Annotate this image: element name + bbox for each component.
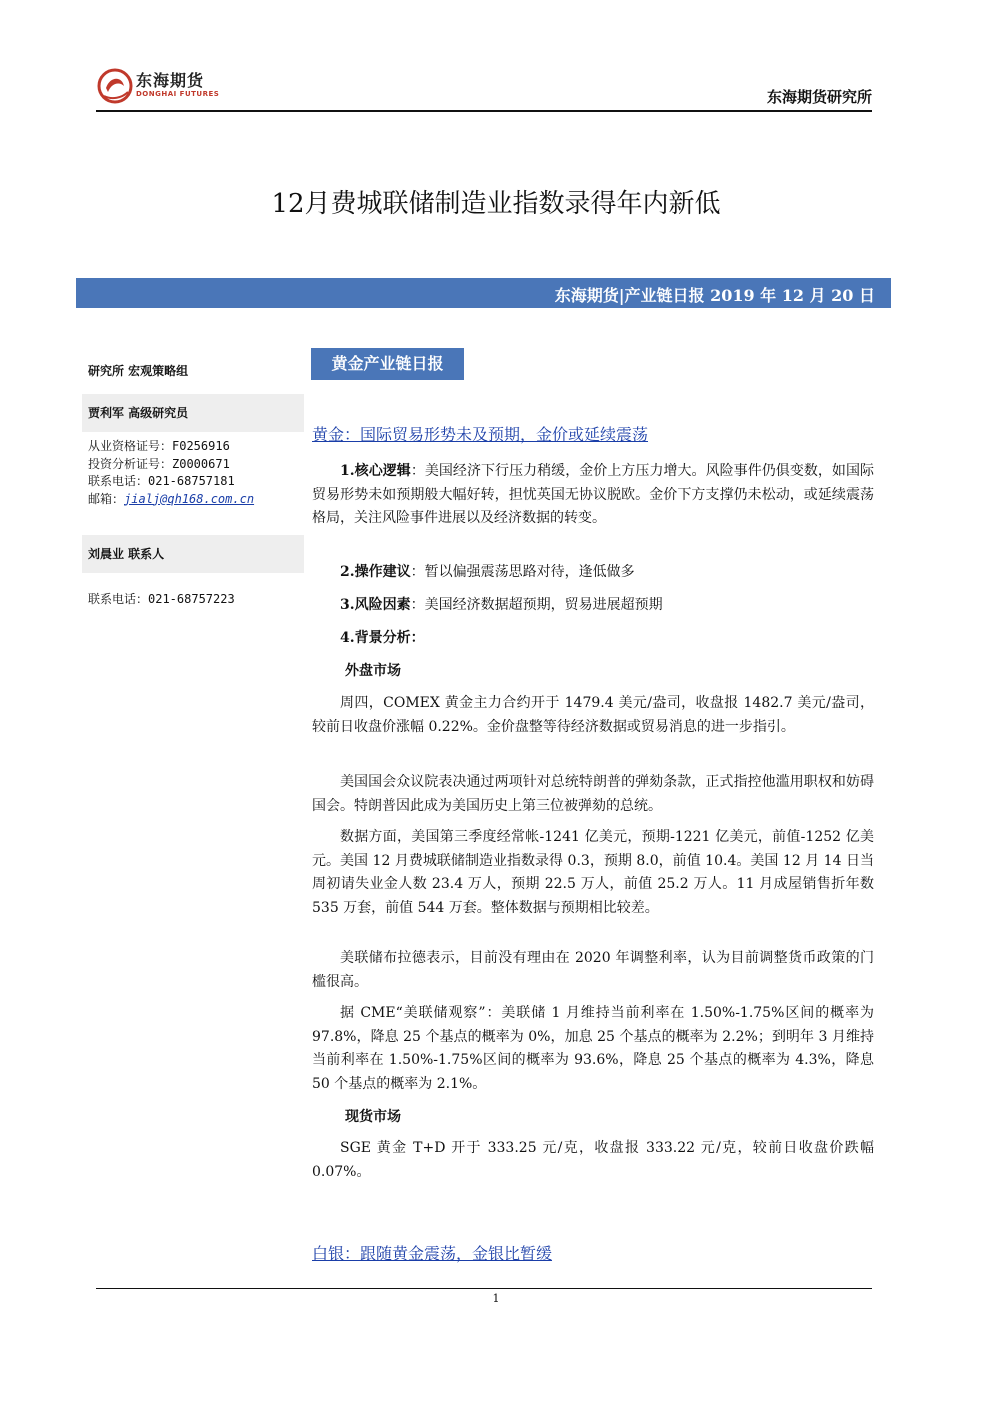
- sidebar-analyst-name: 贾利军 高级研究员: [82, 394, 304, 432]
- core-logic-text: ：美国经济下行压力稍缓，金价上方压力增大。风险事件仍俱变数，如国际贸易形势未如预期般大幅好转，担忧英国无协议脱欧。金价下方支撑仍未松动，或延续震荡格局，关注风险事件进展以及经济数据的转变。: [312, 463, 874, 526]
- logo-text-en: DONGHAI FUTURES: [136, 90, 220, 98]
- gold-background-analysis: [312, 627, 874, 651]
- spot-market-heading: 现货市场: [345, 1109, 401, 1125]
- sidebar-department: 研究所 宏观策略组: [88, 364, 189, 378]
- report-banner-text: 东海期货|产业链日报 2019 年 12 月 20 日: [554, 286, 875, 305]
- analyst-qualification: 从业资格证号：F0256916: [88, 439, 230, 453]
- report-banner: [76, 278, 891, 308]
- logo-text-cn: 东海期货: [136, 71, 205, 90]
- gold-core-logic: [312, 460, 874, 531]
- gold-risk-factors: [312, 594, 874, 618]
- footer-divider: [96, 1288, 872, 1289]
- analyst-invest-id: 投资分析证号：Z0000671: [88, 456, 230, 471]
- operation-advice-text: ：暂以偏强震荡思路对待，逢低做多: [410, 564, 635, 580]
- logo-emblem-icon: [96, 66, 134, 106]
- analyst-email-link[interactable]: jialj@qh168.com.cn: [124, 491, 255, 506]
- outer-market-para-1: 周四，COMEX 黄金主力合约开于 1479.4 美元/盎司，收盘报 1482.7 美元/盎司，较前日收盘价涨幅 0.22%。金价盘整等待经济数据或贸易消息的进一步指引。: [312, 695, 874, 735]
- analyst-email-label: 邮箱：: [88, 491, 125, 506]
- sidebar-contact-name: 刘晨业 联系人: [82, 535, 304, 573]
- gold-operation-advice: [312, 561, 874, 585]
- page-number: 1: [492, 1292, 500, 1305]
- analyst-phone: 联系电话：021-68757181: [88, 474, 235, 488]
- company-logo: [96, 66, 236, 106]
- header-divider: [96, 110, 872, 112]
- sidebar-analyst-info: [82, 438, 304, 508]
- outer-market-heading: 外盘市场: [345, 663, 401, 679]
- gold-section-title[interactable]: 黄金：国际贸易形势未及预期，金价或延续震荡: [312, 425, 649, 444]
- header-org-name: 东海期货研究所: [766, 88, 872, 106]
- operation-advice-label: 2.操作建议: [340, 564, 411, 580]
- outer-market-para-5: 据 CME“美联储观察”：美联储 1 月维持当前利率在 1.50%-1.75%区间的概率为 97.8%，降息 25 个基点的概率为 0%，加息 25 个基点的概率为 2.2%；到明年 3 月维持当前利率在 1.50%-1.75%区间的概率为 93.6%，降息 25 个基点的概率为 4.3%，降息 50 个基点的概率为 2.1%。: [312, 1005, 874, 1092]
- outer-market-para-2: 美国国会众议院表决通过两项针对总统特朗普的弹劾条款，正式指控他滥用职权和妨碍国会。特朗普因此成为美国历史上第三位被弹劾的总统。: [312, 774, 874, 814]
- spot-market-para-1: SGE 黄金 T+D 开于 333.25 元/克，收盘报 333.22 元/克，较前日收盘价跌幅 0.07%。: [312, 1140, 874, 1180]
- outer-market-para-3: 数据方面，美国第三季度经常帐-1241 亿美元，预期-1221 亿美元，前值-1252 亿美元。美国 12 月费城联储制造业指数录得 0.3，预期 8.0，前值 10.4。美国 12 月 14 日当周初请失业金人数 23.4 万人，预期 22.5 万人，前值 25.2 万人。11 月成屋销售折年数 535 万套，前值 544 万套。整体数据与预期相比较差。: [312, 829, 874, 916]
- core-logic-label: 1.核心逻辑: [340, 463, 411, 479]
- outer-market-para-4: 美联储布拉德表示，目前没有理由在 2020 年调整利率，认为目前调整货币政策的门槛很高。: [312, 950, 874, 990]
- background-analysis-label: 4.背景分析：: [340, 630, 425, 646]
- risk-factors-text: ：美国经济数据超预期，贸易进展超预期: [410, 597, 663, 613]
- document-title: 12月费城联储制造业指数录得年内新低: [271, 189, 721, 219]
- silver-section-title[interactable]: 白银：跟随黄金震荡，金银比暂缓: [312, 1244, 553, 1263]
- risk-factors-label: 3.风险因素: [340, 597, 411, 613]
- section-tag: 黄金产业链日报: [311, 348, 464, 380]
- analyst-email-row: [88, 491, 304, 509]
- sidebar-contact-phone: 联系电话：021-68757223: [88, 592, 235, 606]
